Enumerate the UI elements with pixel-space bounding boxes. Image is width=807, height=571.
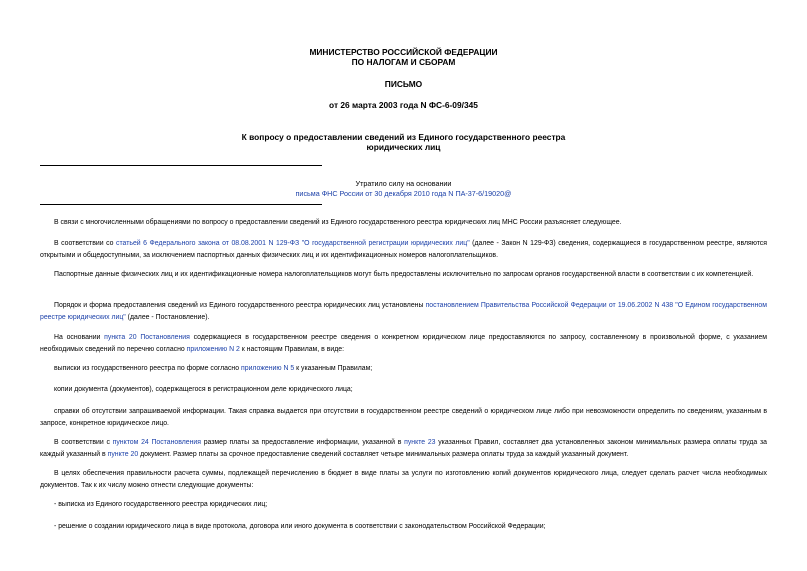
- point-20-link[interactable]: пункта 20 Постановления: [104, 334, 190, 341]
- list-item-certificate: [40, 406, 767, 430]
- document-header: [0, 47, 807, 67]
- paragraph-text: Порядок и форма предоставления сведений из Единого государственного реестра юридических лиц установлены: [54, 302, 426, 309]
- resolution-438-link[interactable]: постановлением Правительства Российской Федерации от 19.06.2002 N 438 "О Едином государственном реестре юридических лиц": [40, 302, 767, 321]
- subject-line-2: юридических лиц: [366, 142, 441, 152]
- separator-rule-top: [40, 165, 322, 166]
- paragraph-text: В соответствии со: [54, 240, 116, 247]
- paragraph-text: В соответствии с: [54, 439, 113, 446]
- paragraph-text: На основании: [54, 334, 105, 341]
- paragraph-text: к указанным Правилам;: [294, 365, 373, 372]
- doc-date-number: от 26 марта 2003 года N ФС-6-09/345: [329, 100, 478, 110]
- paragraph-text: размер платы за предоставление информации, указанной в: [200, 439, 405, 446]
- paragraph-law-reference: [40, 238, 767, 262]
- separator-rule-bottom: [40, 204, 322, 205]
- appendix-2-link[interactable]: приложению N 2: [186, 346, 240, 353]
- status-note: [0, 179, 807, 199]
- paragraph-text: копии документа (документов), содержащегося в регистрационном деле юридического лица;: [54, 386, 353, 393]
- ministry-line-2: ПО НАЛОГАМ И СБОРАМ: [351, 57, 456, 67]
- paragraph-text: - выписка из Единого государственного реестра юридических лиц;: [54, 501, 268, 508]
- paragraph-text: В целях обеспечения правильности расчета суммы, подлежащей перечислению в бюджет в виде платы за услуги по изготовлению копий документов юридического лица, следует сделать расчет числа необходимых документов. Так к их числу можно отнести следующие документы:: [40, 470, 767, 489]
- paragraph-procedure: [40, 300, 767, 324]
- list-item-copies: [40, 384, 767, 396]
- paragraph-text: (далее - Закон N 129-ФЗ) сведения, содержащиеся в государственном реестре, являются открытыми и общедоступными, за исключением паспортных данных физических лиц и их идентификационных номеров налогоплательщиков.: [40, 240, 767, 259]
- paragraph-fees: [40, 437, 767, 461]
- law-129-fz-link[interactable]: статьей 6 Федерального закона от 08.08.2001 N 129-ФЗ "О государственной регистрации юридических лиц": [116, 240, 470, 247]
- list-item-extract: [40, 363, 767, 375]
- paragraph-text: документ. Размер платы за срочное предоставление сведений составляет четыре минимальных размера оплаты труда за каждый указанный документ.: [138, 451, 629, 458]
- point-24-link[interactable]: пунктом 24 Постановления: [112, 439, 201, 446]
- doc-subject: [0, 132, 807, 152]
- paragraph-intro: [40, 217, 767, 229]
- list-item-registry-extract: [40, 499, 767, 511]
- doc-type: ПИСЬМО: [384, 79, 423, 89]
- paragraph-intro-text: В связи с многочисленными обращениями по вопросу о предоставлении сведений из Единого государственного реестра юридических лиц МНС России разъясняет следующее.: [54, 219, 622, 226]
- paragraph-calculation: [40, 468, 767, 492]
- paragraph-text: (далее - Постановление).: [125, 314, 210, 321]
- paragraph-text: справки об отсутствии запрашиваемой информации. Такая справка выдается при отсутствии в государственном реестре сведений о юридическом лице либо при невозможности определить по сведениям, указанным в запросе, конкретное юридическое лицо.: [40, 408, 767, 427]
- ministry-line-1: МИНИСТЕРСТВО РОССИЙСКОЙ ФЕДЕРАЦИИ: [309, 47, 498, 57]
- paragraph-text: Паспортные данные физических лиц и их идентификационные номера налогоплательщиков могут быть предоставлены исключительно по запросам органов государственной власти в соответствии с их компетенцией.: [54, 271, 754, 278]
- paragraph-passport-data: [40, 269, 767, 281]
- paragraph-text: указанных Правил, составляет два установленных законом минимальных размера оплаты труда за каждый указанный в: [40, 439, 767, 458]
- doc-type-block: [0, 79, 807, 89]
- paragraph-point-20: [40, 332, 767, 356]
- point-23-link[interactable]: пункте 23: [404, 439, 436, 446]
- appendix-5-link[interactable]: приложению N 5: [241, 365, 295, 372]
- doc-date-block: [0, 100, 807, 110]
- paragraph-text: к настоящим Правилам, в виде:: [239, 346, 344, 353]
- paragraph-text: содержащиеся в государственном реестре сведения о конкретном юридическом лице предоставляются по запросу, составленному в произвольной форме, с указанием необходимых сведений по перечню согласно: [40, 334, 767, 353]
- list-item-founding-decision: [40, 521, 767, 533]
- status-note-link[interactable]: письма ФНС России от 30 декабря 2010 года N ПА-37-6/19020@: [295, 189, 512, 198]
- status-note-text: Утратило силу на основании: [355, 179, 452, 188]
- subject-line-1: К вопросу о предоставлении сведений из Единого государственного реестра: [241, 132, 566, 142]
- point-20-link-2[interactable]: пункте 20: [107, 451, 139, 458]
- paragraph-text: выписки из государственного реестра по форме согласно: [54, 365, 241, 372]
- paragraph-text: - решение о создании юридического лица в виде протокола, договора или иного документа в соответствии с законодательством Российской Федерации;: [54, 523, 546, 530]
